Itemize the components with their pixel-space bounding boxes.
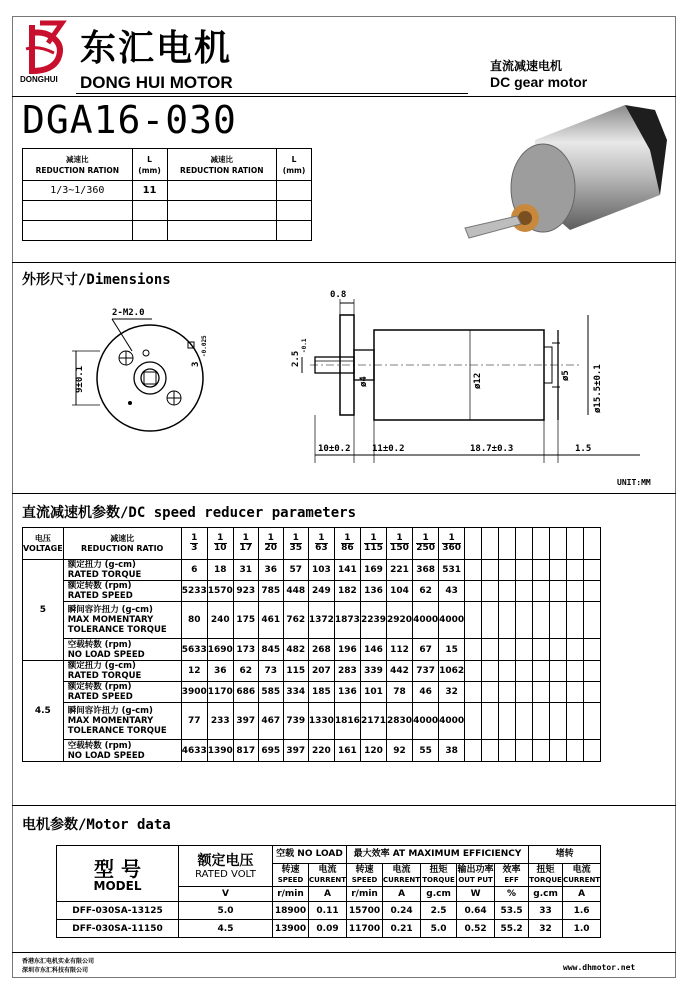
empty-cell xyxy=(550,639,567,661)
param-value: 169 xyxy=(360,560,386,581)
dc-params-table xyxy=(22,527,601,762)
param-value: 196 xyxy=(334,639,360,661)
empty-cell xyxy=(499,639,516,661)
param-value: 1816 xyxy=(334,703,360,740)
ratio-length-table xyxy=(22,148,312,241)
param-value: 146 xyxy=(360,639,386,661)
motor-value: 18900 xyxy=(273,902,309,920)
param-value: 2171 xyxy=(360,703,386,740)
empty-cell xyxy=(533,682,550,703)
ratio-fraction: $\frac{1}{10}$ xyxy=(207,528,233,560)
param-value: 531 xyxy=(439,560,465,581)
param-value: 207 xyxy=(308,661,334,682)
empty-cell xyxy=(465,581,482,602)
param-label: 额定转数 (rpm) RATED SPEED xyxy=(63,682,181,703)
empty-cell xyxy=(550,703,567,740)
param-value: 1690 xyxy=(207,639,233,661)
empty-cell xyxy=(482,703,499,740)
param-value: 1873 xyxy=(334,602,360,639)
header-rule xyxy=(76,93,468,94)
param-value: 43 xyxy=(439,581,465,602)
param-value: 175 xyxy=(233,602,258,639)
ratio-header: 减速比 REDUCTION RATION xyxy=(23,149,133,181)
empty-cell xyxy=(584,703,601,740)
empty-cell xyxy=(482,528,499,560)
empty-cell xyxy=(533,639,550,661)
ratio-fraction: $\frac{1}{86}$ xyxy=(334,528,360,560)
param-value: 115 xyxy=(283,661,308,682)
param-value: 38 xyxy=(439,740,465,762)
empty-cell xyxy=(584,740,601,762)
ratio-fraction: $\frac{1}{150}$ xyxy=(387,528,413,560)
unit-cell: g.cm xyxy=(421,887,457,902)
motor-value: 32 xyxy=(529,920,563,938)
ratio-fraction: $\frac{1}{3}$ xyxy=(181,528,207,560)
ratio-fraction: $\frac{1}{115}$ xyxy=(360,528,386,560)
empty-cell xyxy=(482,639,499,661)
param-value: 695 xyxy=(258,740,283,762)
sub-header: 转速 SPEED xyxy=(273,863,309,886)
param-value: 12 xyxy=(181,661,207,682)
param-value: 220 xyxy=(308,740,334,762)
empty-cell xyxy=(516,602,533,639)
param-value: 55 xyxy=(413,740,439,762)
param-value: 397 xyxy=(233,703,258,740)
param-value: 283 xyxy=(334,661,360,682)
param-row xyxy=(23,682,601,703)
max-eff-header: 最大效率 AT MAXIMUM EFFICIENCY xyxy=(347,846,529,864)
param-value: 161 xyxy=(334,740,360,762)
empty-cell xyxy=(277,201,312,221)
ratio-label-header: 减速比 REDUCTION RATIO xyxy=(63,528,181,560)
param-value: 4000 xyxy=(413,703,439,740)
empty-cell xyxy=(499,682,516,703)
website-link[interactable]: www.dhmotor.net xyxy=(563,963,636,972)
empty-cell xyxy=(465,560,482,581)
param-value: 334 xyxy=(283,682,308,703)
unit-cell: r/min xyxy=(347,887,383,902)
empty-cell xyxy=(23,201,133,221)
param-value: 845 xyxy=(258,639,283,661)
param-row xyxy=(23,639,601,661)
unit-cell: A xyxy=(383,887,421,902)
empty-cell xyxy=(533,602,550,639)
param-value: 2920 xyxy=(387,602,413,639)
empty-cell xyxy=(533,661,550,682)
ratio-fraction: $\frac{1}{35}$ xyxy=(283,528,308,560)
motor-value: 1.6 xyxy=(563,902,601,920)
empty-cell xyxy=(465,528,482,560)
motor-data-title: 电机参数/Motor data xyxy=(22,817,171,833)
empty-cell xyxy=(584,602,601,639)
param-row xyxy=(23,661,601,682)
param-value: 120 xyxy=(360,740,386,762)
motor-value: 0.24 xyxy=(383,902,421,920)
param-row xyxy=(23,560,601,581)
ratio-fraction: $\frac{1}{63}$ xyxy=(308,528,334,560)
len187-label: 18.7±0.3 xyxy=(470,444,514,454)
param-value: 36 xyxy=(207,661,233,682)
voltage-value: 4.5 xyxy=(23,661,64,762)
sub-header: 扭矩 TORQUE xyxy=(421,863,457,886)
param-value: 2239 xyxy=(360,602,386,639)
param-value: 4000 xyxy=(413,602,439,639)
empty-cell xyxy=(465,703,482,740)
param-value: 368 xyxy=(413,560,439,581)
param-value: 92 xyxy=(387,740,413,762)
voltage-header: 电压 VOLTAGE xyxy=(23,528,64,560)
param-value: 1570 xyxy=(207,581,233,602)
empty-cell xyxy=(482,602,499,639)
param-value: 923 xyxy=(233,581,258,602)
empty-cell xyxy=(465,740,482,762)
empty-cell xyxy=(550,602,567,639)
empty-cell xyxy=(550,740,567,762)
empty-cell xyxy=(550,528,567,560)
empty-cell xyxy=(533,740,550,762)
motor-value: 15700 xyxy=(347,902,383,920)
param-value: 585 xyxy=(258,682,283,703)
param-value: 762 xyxy=(283,602,308,639)
empty-cell xyxy=(533,581,550,602)
empty-cell xyxy=(482,560,499,581)
param-value: 62 xyxy=(233,661,258,682)
motor-value: 11700 xyxy=(347,920,383,938)
volt-value: 5.0 xyxy=(179,902,273,920)
length-header: L (mm) xyxy=(132,149,167,181)
empty-cell xyxy=(132,221,167,241)
empty-cell xyxy=(584,581,601,602)
model-value: DFF-030SA-11150 xyxy=(57,920,179,938)
len11-label: 11±0.2 xyxy=(372,444,405,454)
empty-cell xyxy=(482,682,499,703)
empty-cell xyxy=(533,560,550,581)
section-divider xyxy=(12,493,676,494)
param-label: 空载转数 (rpm) NO LOAD SPEED xyxy=(63,639,181,661)
motor-value: 0.21 xyxy=(383,920,421,938)
footer-divider xyxy=(12,952,676,953)
empty-cell xyxy=(516,740,533,762)
empty-cell xyxy=(516,560,533,581)
param-value: 4000 xyxy=(439,602,465,639)
ratio-fraction: $\frac{1}{250}$ xyxy=(413,528,439,560)
param-value: 268 xyxy=(308,639,334,661)
brand-name-en: DONG HUI MOTOR xyxy=(80,73,233,92)
empty-cell xyxy=(499,528,516,560)
motor-row xyxy=(57,920,601,938)
brand-name-cn: 东汇电机 xyxy=(80,27,233,69)
len15-label: 1.5 xyxy=(575,444,592,454)
empty-cell xyxy=(550,682,567,703)
empty-cell xyxy=(567,740,584,762)
model-header: 型 号 MODEL xyxy=(57,846,179,902)
param-label: 瞬间容许扭力 (g-cm) MAX MOMENTARY TOLERANCE TORQUE xyxy=(63,602,181,639)
empty-cell xyxy=(499,703,516,740)
empty-cell xyxy=(516,703,533,740)
empty-cell xyxy=(516,528,533,560)
empty-cell xyxy=(567,602,584,639)
model-value: DFF-030SA-13125 xyxy=(57,902,179,920)
param-value: 1062 xyxy=(439,661,465,682)
empty-cell xyxy=(516,661,533,682)
param-row xyxy=(23,581,601,602)
ratio-fraction: $\frac{1}{360}$ xyxy=(439,528,465,560)
param-value: 67 xyxy=(413,639,439,661)
motor-value: 55.2 xyxy=(495,920,529,938)
param-value: 62 xyxy=(413,581,439,602)
sub-header: 效率 EFF xyxy=(495,863,529,886)
param-label: 额定转数 (rpm) RATED SPEED xyxy=(63,581,181,602)
param-row xyxy=(23,740,601,762)
empty-cell xyxy=(567,703,584,740)
d12-label: ø12 xyxy=(473,372,483,389)
param-value: 103 xyxy=(308,560,334,581)
sub-header: 电流 CURRENT xyxy=(309,863,347,886)
param-value: 1170 xyxy=(207,682,233,703)
motor-value: 0.11 xyxy=(309,902,347,920)
param-value: 4000 xyxy=(439,703,465,740)
empty-cell xyxy=(516,682,533,703)
empty-cell xyxy=(23,221,133,241)
empty-cell xyxy=(584,661,601,682)
empty-cell xyxy=(584,528,601,560)
empty-cell xyxy=(499,661,516,682)
stall-header: 堵转 xyxy=(529,846,601,864)
param-value: 221 xyxy=(387,560,413,581)
model-number: DGA16-030 xyxy=(22,98,237,142)
param-value: 5233 xyxy=(181,581,207,602)
param-value: 141 xyxy=(334,560,360,581)
empty-cell xyxy=(533,703,550,740)
empty-cell xyxy=(167,221,277,241)
empty-cell xyxy=(567,661,584,682)
param-value: 112 xyxy=(387,639,413,661)
motor-data-table xyxy=(56,845,601,938)
d155-label: ø15.5±0.1 xyxy=(593,364,603,413)
param-label: 额定扭力 (g-cm) RATED TORQUE xyxy=(63,661,181,682)
empty-cell xyxy=(277,181,312,201)
ratio-fraction: $\frac{1}{17}$ xyxy=(233,528,258,560)
unit-cell: r/min xyxy=(273,887,309,902)
dia9-label: 9±0.1 xyxy=(75,365,85,393)
empty-cell xyxy=(132,201,167,221)
empty-cell xyxy=(499,581,516,602)
header-divider xyxy=(12,96,676,97)
empty-cell xyxy=(567,639,584,661)
param-value: 6 xyxy=(181,560,207,581)
motor-value: 13900 xyxy=(273,920,309,938)
param-value: 397 xyxy=(283,740,308,762)
unit-cell: A xyxy=(309,887,347,902)
param-value: 57 xyxy=(283,560,308,581)
param-value: 249 xyxy=(308,581,334,602)
param-value: 46 xyxy=(413,682,439,703)
empty-cell xyxy=(584,639,601,661)
param-value: 785 xyxy=(258,581,283,602)
ratio-fraction: $\frac{1}{20}$ xyxy=(258,528,283,560)
dc-params-title: 直流减速机参数/DC speed reducer parameters xyxy=(22,505,357,521)
param-value: 36 xyxy=(258,560,283,581)
motor-value: 1.0 xyxy=(563,920,601,938)
empty-cell xyxy=(550,661,567,682)
unit-label: UNIT:MM xyxy=(617,478,651,487)
empty-cell xyxy=(499,740,516,762)
sub-header: 电流 CURRENT xyxy=(383,863,421,886)
flat25-label: 2.5 xyxy=(291,350,301,367)
param-label: 额定扭力 (g-cm) RATED TORQUE xyxy=(63,560,181,581)
company-name-sz: 深圳市东汇科技有限公司 xyxy=(22,967,89,974)
param-value: 339 xyxy=(360,661,386,682)
length-value: 11 xyxy=(132,181,167,201)
dimension-drawing xyxy=(40,285,680,480)
param-value: 77 xyxy=(181,703,207,740)
section-divider xyxy=(12,805,676,806)
param-value: 1372 xyxy=(308,602,334,639)
empty-cell xyxy=(584,560,601,581)
rated-volt-header: 额定电压 RATED VOLT xyxy=(179,846,273,887)
param-value: 32 xyxy=(439,682,465,703)
empty-cell xyxy=(482,581,499,602)
product-type-cn: 直流减速电机 xyxy=(490,59,563,73)
holes-label: 2-M2.0 xyxy=(112,308,145,318)
company-name-hk: 香港东汇电机实业有限公司 xyxy=(22,958,95,965)
param-value: 240 xyxy=(207,602,233,639)
empty-cell xyxy=(167,201,277,221)
param-value: 482 xyxy=(283,639,308,661)
motor-value: 2.5 xyxy=(421,902,457,920)
param-row xyxy=(23,602,601,639)
unit-cell: A xyxy=(563,887,601,902)
param-value: 1330 xyxy=(308,703,334,740)
volt-unit: V xyxy=(179,887,273,902)
param-value: 817 xyxy=(233,740,258,762)
section-divider xyxy=(12,262,676,263)
param-value: 182 xyxy=(334,581,360,602)
empty-cell xyxy=(550,560,567,581)
length-header-2: L (mm) xyxy=(277,149,312,181)
flat3-label: 3 xyxy=(191,361,201,367)
motor-value: 0.52 xyxy=(457,920,495,938)
product-type-en: DC gear motor xyxy=(490,74,588,90)
param-value: 136 xyxy=(360,581,386,602)
param-value: 686 xyxy=(233,682,258,703)
param-value: 461 xyxy=(258,602,283,639)
param-value: 80 xyxy=(181,602,207,639)
empty-cell xyxy=(465,682,482,703)
voltage-value: 5 xyxy=(23,560,64,661)
param-label: 瞬间容许扭力 (g-cm) MAX MOMENTARY TOLERANCE TORQUE xyxy=(63,703,181,740)
param-value: 233 xyxy=(207,703,233,740)
param-value: 467 xyxy=(258,703,283,740)
unit-cell: % xyxy=(495,887,529,902)
param-value: 5633 xyxy=(181,639,207,661)
empty-cell xyxy=(482,661,499,682)
param-value: 1390 xyxy=(207,740,233,762)
sub-header: 转速 SPEED xyxy=(347,863,383,886)
param-value: 18 xyxy=(207,560,233,581)
empty-cell xyxy=(567,560,584,581)
motor-value: 33 xyxy=(529,902,563,920)
param-value: 739 xyxy=(283,703,308,740)
dimensions-title: 外形尺寸/Dimensions xyxy=(22,272,171,288)
param-value: 185 xyxy=(308,682,334,703)
empty-cell xyxy=(167,181,277,201)
param-row xyxy=(23,703,601,740)
param-value: 442 xyxy=(387,661,413,682)
empty-cell xyxy=(567,581,584,602)
logo-wordmark: DONGHUI xyxy=(20,75,58,84)
empty-cell xyxy=(499,560,516,581)
motor-value: 5.0 xyxy=(421,920,457,938)
param-label: 空载转数 (rpm) NO LOAD SPEED xyxy=(63,740,181,762)
empty-cell xyxy=(567,682,584,703)
flat3-tol-label: -0.025 xyxy=(201,335,208,357)
empty-cell xyxy=(533,528,550,560)
empty-cell xyxy=(482,740,499,762)
no-load-header: 空载 NO LOAD xyxy=(273,846,347,864)
dim-08-label: 0.8 xyxy=(330,290,347,300)
sub-header: 扭矩 TORQUE xyxy=(529,863,563,886)
param-value: 101 xyxy=(360,682,386,703)
motor-photo xyxy=(455,100,670,260)
d5-label: ø5 xyxy=(561,370,571,381)
empty-cell xyxy=(277,221,312,241)
empty-cell xyxy=(465,602,482,639)
len10-label: 10±0.2 xyxy=(318,444,351,454)
param-value: 3900 xyxy=(181,682,207,703)
sub-header: 输出功率 OUT PUT xyxy=(457,863,495,886)
motor-row xyxy=(57,902,601,920)
empty-cell xyxy=(465,639,482,661)
motor-value: 0.64 xyxy=(457,902,495,920)
ratio-range: 1/3~1/360 xyxy=(23,181,133,201)
empty-cell xyxy=(584,682,601,703)
unit-cell: g.cm xyxy=(529,887,563,902)
motor-value: 53.5 xyxy=(495,902,529,920)
d4-label: ø4 xyxy=(359,376,369,387)
empty-cell xyxy=(550,581,567,602)
param-value: 448 xyxy=(283,581,308,602)
param-value: 2830 xyxy=(387,703,413,740)
unit-cell: W xyxy=(457,887,495,902)
motor-value: 0.09 xyxy=(309,920,347,938)
brand-logo xyxy=(18,19,74,87)
empty-cell xyxy=(465,661,482,682)
empty-cell xyxy=(516,581,533,602)
param-value: 15 xyxy=(439,639,465,661)
param-value: 73 xyxy=(258,661,283,682)
empty-cell xyxy=(567,528,584,560)
sub-header: 电流 CURRENT xyxy=(563,863,601,886)
param-value: 737 xyxy=(413,661,439,682)
volt-value: 4.5 xyxy=(179,920,273,938)
param-value: 78 xyxy=(387,682,413,703)
empty-cell xyxy=(499,602,516,639)
flat25-tol-label: -0.1 xyxy=(301,338,308,353)
param-value: 173 xyxy=(233,639,258,661)
empty-cell xyxy=(516,639,533,661)
param-value: 104 xyxy=(387,581,413,602)
param-value: 136 xyxy=(334,682,360,703)
param-value: 31 xyxy=(233,560,258,581)
param-value: 4633 xyxy=(181,740,207,762)
ratio-header-2: 减速比 REDUCTION RATION xyxy=(167,149,277,181)
